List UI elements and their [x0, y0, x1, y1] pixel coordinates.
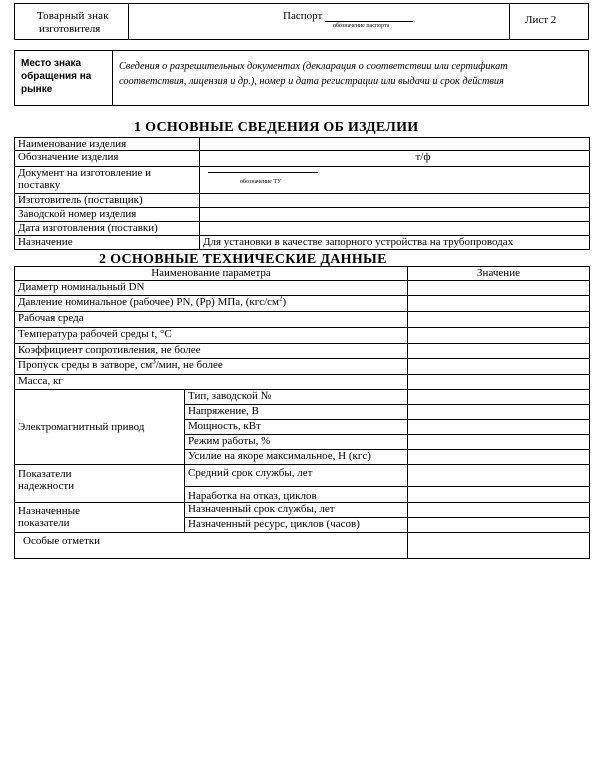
notes-label: Особые отметки — [15, 533, 408, 559]
market-label-line3: рынке — [21, 84, 53, 95]
param-medium: Рабочая среда — [15, 312, 408, 328]
assigned-item: Назначенный срок службы, лет — [185, 503, 408, 518]
market-text-line2: соответствия, лицензия и др.), номер и дата регистрации или выдачи и срок действия — [119, 76, 504, 87]
market-block — [14, 50, 589, 106]
passport-caption: обозначение паспорта — [333, 23, 390, 29]
table-header-row — [15, 267, 590, 281]
value-cell — [408, 344, 590, 359]
row-value — [200, 194, 590, 208]
table-row — [15, 236, 590, 250]
param-leak-text: Пропуск среды в затворе, см — [18, 359, 153, 371]
param-leak-sup: 3 — [152, 358, 156, 366]
row-label: Заводской номер изделия — [15, 208, 200, 222]
table-row — [15, 328, 590, 344]
row-value: Для установки в качестве запорного устройства на трубопроводах — [200, 236, 590, 250]
table-row — [15, 296, 590, 312]
param-leak — [15, 359, 408, 375]
param-resistance: Коэффициент сопротивления, не более — [15, 344, 408, 359]
value-cell — [408, 503, 590, 518]
passport-number-line — [325, 21, 413, 22]
value-cell — [408, 375, 590, 390]
row-value: т/ф — [200, 151, 590, 167]
market-label-line1: Место знака — [21, 58, 82, 69]
row-value — [200, 208, 590, 222]
section1-title: 1 ОСНОВНЫЕ СВЕДЕНИЯ ОБ ИЗДЕЛИИ — [134, 120, 419, 135]
table-row — [15, 375, 590, 390]
value-cell — [408, 390, 590, 405]
sheet-label: Лист 2 — [525, 14, 557, 26]
reliability-item: Средний срок службы, лет — [185, 465, 408, 487]
row-value — [200, 138, 590, 151]
row-label: Назначение — [15, 236, 200, 250]
value-cell — [408, 518, 590, 533]
row-label-line2: поставку — [18, 179, 61, 191]
table-row — [15, 167, 590, 194]
row-label — [15, 167, 200, 194]
product-info-table — [14, 137, 590, 250]
tu-line — [208, 172, 318, 173]
drive-group-label: Электромагнитный привод — [15, 390, 185, 465]
drive-item: Режим работы, % — [185, 435, 408, 450]
table-row — [15, 359, 590, 375]
param-mass: Масса, кг — [15, 375, 408, 390]
param-pressure-end: ) — [282, 296, 287, 308]
assigned-group-label — [15, 503, 185, 533]
section2-title: 2 ОСНОВНЫЕ ТЕХНИЧЕСКИЕ ДАННЫЕ — [99, 252, 387, 267]
trademark-label-line2: изготовителя — [39, 23, 101, 35]
drive-item: Тип, заводской № — [185, 390, 408, 405]
trademark-label-line1: Товарный знак — [37, 10, 109, 22]
value-cell — [408, 435, 590, 450]
row-label: Наименование изделия — [15, 138, 200, 151]
reliability-group-label — [15, 465, 185, 503]
table-row — [15, 344, 590, 359]
row-value — [200, 167, 590, 194]
table-row — [15, 194, 590, 208]
table-row — [15, 390, 590, 405]
param-temperature: Температура рабочей среды t, °С — [15, 328, 408, 344]
table-row — [15, 503, 590, 518]
row-label: Изготовитель (поставщик) — [15, 194, 200, 208]
reliability-label-line1: Показатели — [18, 468, 72, 480]
value-cell — [408, 281, 590, 296]
row-label-line1: Документ на изготовление и — [18, 167, 152, 179]
table-row — [15, 465, 590, 487]
drive-item: Напряжение, В — [185, 405, 408, 420]
row-label: Обозначение изделия — [15, 151, 200, 167]
reliability-item: Наработка на отказ, циклов — [185, 487, 408, 503]
value-cell — [408, 533, 590, 559]
passport-label: Паспорт — [283, 10, 323, 22]
value-cell — [408, 296, 590, 312]
drive-item: Мощность, кВт — [185, 420, 408, 435]
drive-item: Усилие на якоре максимальное, Н (кгс) — [185, 450, 408, 465]
value-cell — [408, 487, 590, 503]
table-row — [15, 222, 590, 236]
market-text-line1: Сведения о разрешительных документах (декларация о соответствии или сертификат — [119, 61, 508, 72]
value-cell — [408, 312, 590, 328]
assigned-label-line1: Назначенные — [18, 505, 80, 517]
row-label: Дата изготовления (поставки) — [15, 222, 200, 236]
assigned-label-line2: показатели — [18, 517, 70, 529]
tu-caption: обозначение ТУ — [240, 179, 282, 185]
param-pressure-text: Давление номинальное (рабочее) PN, (Pp) МПа, (кгс/см — [18, 296, 279, 308]
market-label-line2: обращения на — [21, 71, 92, 82]
value-cell — [408, 405, 590, 420]
value-cell — [408, 465, 590, 487]
assigned-item: Назначенный ресурс, циклов (часов) — [185, 518, 408, 533]
value-cell — [408, 420, 590, 435]
param-leak-end: /мин, не более — [155, 359, 223, 371]
value-cell — [408, 450, 590, 465]
column-header-param: Наименование параметра — [15, 267, 408, 281]
param-diameter: Диаметр номинальный DN — [15, 281, 408, 296]
table-row — [15, 138, 590, 151]
tech-data-table — [14, 266, 590, 559]
table-row — [15, 151, 590, 167]
table-row — [15, 533, 590, 559]
table-row — [15, 281, 590, 296]
param-pressure — [15, 296, 408, 312]
param-pressure-sup: 2 — [279, 295, 283, 303]
table-row — [15, 312, 590, 328]
value-cell — [408, 359, 590, 375]
column-header-value: Значение — [408, 267, 590, 281]
table-row — [15, 208, 590, 222]
value-cell — [408, 328, 590, 344]
page-header — [14, 3, 589, 40]
reliability-label-line2: надежности — [18, 480, 75, 492]
row-value — [200, 222, 590, 236]
